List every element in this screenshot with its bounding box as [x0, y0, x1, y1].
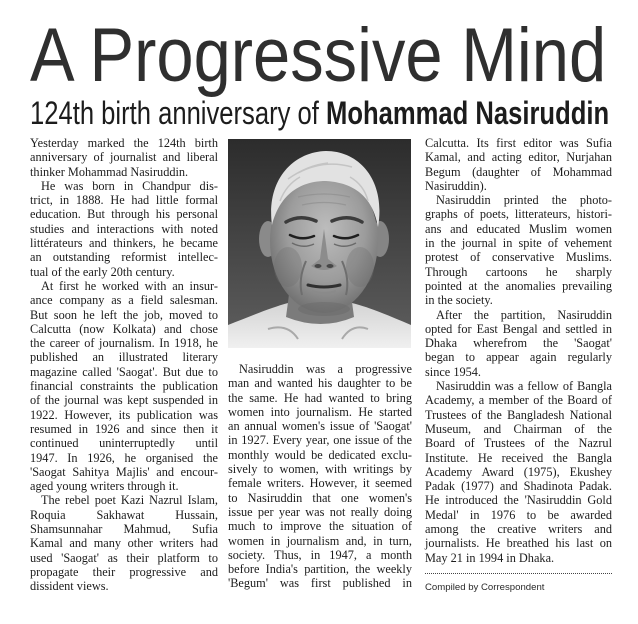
- text-line: ance company as a field salesman.: [30, 293, 218, 308]
- text-line: Academy, a member of the Board of: [425, 393, 612, 408]
- text-line: He was born in Chandpur dis-: [41, 178, 218, 193]
- text-line: an outstanding reformist intellec-: [30, 250, 218, 265]
- text-line: in the society.: [425, 293, 493, 308]
- text-line: Trustees of the Bangladesh National: [425, 407, 612, 422]
- text-line: the career of journalism. In 1918, he: [30, 336, 218, 351]
- text-line: At first he worked with an insur-: [41, 278, 218, 293]
- text-line: much to improve the situation of: [228, 519, 412, 534]
- paragraph: [30, 136, 218, 179]
- text-line: He introduced the 'Nasiruddin Gold: [425, 493, 612, 508]
- text-line: financial constraints the publication: [30, 379, 218, 394]
- text-line: littérateurs and thinkers, he became: [30, 236, 218, 251]
- text-line: Nasiruddin printed the photo-: [436, 193, 612, 208]
- text-line: May 21 in 1994 in Dhaka.: [425, 550, 555, 565]
- text-line: the same. He had wanted to bring: [228, 390, 412, 405]
- text-line: protest of conservative Muslims.: [425, 250, 612, 265]
- text-line: 'Saogat Sahitya Majlis' and encour-: [30, 464, 218, 479]
- column-text-1: [30, 136, 218, 594]
- text-line: Nasiruddin).: [425, 178, 487, 193]
- text-line: anniversary of journalist and liberal: [30, 150, 218, 165]
- text-line: among the creative writers and: [425, 522, 612, 537]
- column-text-3: [425, 136, 612, 565]
- text-line: Roquia Sakhawat Hussain,: [30, 507, 218, 522]
- text-line: Nasiruddin was a progressive: [239, 362, 412, 376]
- text-line: resumed in 1926 and since then it: [30, 421, 218, 436]
- portrait-photo: [228, 139, 411, 348]
- paragraph: [425, 379, 612, 565]
- right-cheek-shadow: [346, 247, 374, 287]
- text-line: opted for East Bengal and settled in: [425, 321, 612, 336]
- text-line: society. Thus, in 1947, a month: [228, 547, 412, 562]
- text-line: After the partition, Nasiruddin: [436, 307, 612, 322]
- text-line: aged young writers through it.: [30, 479, 179, 494]
- text-line: 1922. However, its publication was: [30, 407, 218, 422]
- text-line: Padak (1977) and Shadinota Padak.: [425, 479, 612, 494]
- text-line: magazine called 'Saogat'. But due to: [30, 364, 218, 379]
- text-line: education. But through his personal: [30, 207, 218, 222]
- text-line: Shamsunnahar Mahmud, Sufia: [30, 522, 218, 537]
- text-line: Begum (daughter of Mohammad: [425, 164, 612, 179]
- text-line: Nasiruddin was a fellow of Bangla: [436, 379, 612, 394]
- text-line: Medal' in 1976 to be awarded: [425, 507, 612, 522]
- text-line: sively to women, with writings by: [228, 462, 412, 477]
- divider-dotted: [425, 573, 612, 574]
- text-line: female writers. However, it seemed: [228, 476, 412, 491]
- text-line: Calcutta (now Kolkata) and chose: [30, 321, 218, 336]
- paragraph: [30, 179, 218, 279]
- text-line: used 'Saogat' as their platform to: [30, 550, 218, 565]
- text-line: Kamal and many other writers had: [30, 536, 218, 551]
- left-nostril: [315, 264, 322, 268]
- text-line: trict, in 1888. He had little formal: [30, 193, 218, 208]
- text-line: women in journalism and, in turn,: [228, 533, 412, 548]
- text-line: 1947. In 1926, he organised the: [30, 450, 218, 465]
- paragraph: [425, 136, 612, 193]
- paragraph: [425, 308, 612, 379]
- text-line: But soon he left the job, moved to: [30, 307, 218, 322]
- text-line: Board of Trustees of the Nazrul: [425, 436, 612, 451]
- paragraph: [30, 493, 218, 593]
- subheadline: [30, 97, 609, 129]
- left-cheek-shadow: [274, 247, 302, 287]
- paragraph: [228, 362, 412, 591]
- paragraph: [425, 193, 612, 307]
- text-line: dissident views.: [30, 579, 109, 594]
- text-line: began to appear again regularly: [425, 350, 612, 365]
- text-line: journalists. He breathed his last on: [425, 536, 612, 551]
- text-line: pointed at the anomalies prevailing: [425, 278, 612, 293]
- subheadline-name: Mohammad Nasiruddin: [326, 95, 610, 131]
- text-line: an annual women's issue of 'Saogat': [228, 419, 412, 434]
- text-line: 'Begum' was first published in: [228, 576, 412, 591]
- paragraph: [30, 279, 218, 493]
- text-line: Kamal, and acting editor, Nurjahan: [425, 150, 612, 165]
- column-text-2: [228, 362, 412, 591]
- text-line: before India's partition, the weekly: [228, 562, 412, 577]
- right-nostril: [327, 264, 334, 268]
- text-line: women into journalism. He started: [228, 404, 412, 419]
- text-line: of the journal was kept suspended in: [30, 393, 218, 408]
- credit-line: Compiled by Correspondent: [425, 582, 545, 593]
- text-line: continued uninterruptedly until: [30, 436, 218, 451]
- headline: A Progressive Mind: [30, 13, 607, 98]
- text-line: published an illustrated literary: [30, 350, 218, 365]
- text-line: Academy Award (1975), Ekushey: [425, 464, 612, 479]
- text-line: graphs of poets, litterateurs, histori-: [425, 207, 612, 222]
- text-line: Yesterday marked the 124th birth: [30, 136, 218, 150]
- text-line: thinker Mohammad Nasiruddin.: [30, 164, 189, 179]
- text-line: issue per year was not really doing: [228, 504, 412, 519]
- text-line: Dhaka wherefrom the 'Saogat': [425, 336, 612, 351]
- text-line: Museum, and Chairman of the: [425, 421, 612, 436]
- text-line: propagate their progressive and: [30, 564, 218, 579]
- chin-shadow: [298, 302, 350, 316]
- text-line: Through cartoons he sharply: [425, 264, 612, 279]
- text-line: ans and educated Muslim women: [425, 221, 612, 236]
- text-line: to Nasiruddin that one women's: [228, 490, 412, 505]
- text-line: tual of the early 20th century.: [30, 264, 175, 279]
- text-line: Institute. He received the Bangla: [425, 450, 612, 465]
- subheadline-prefix: 124th birth anniversary of: [30, 95, 319, 131]
- text-line: studies and interactions with noted: [30, 221, 218, 236]
- text-line: monthly would be dedicated exclu-: [228, 447, 412, 462]
- text-line: since 1954.: [425, 364, 482, 379]
- text-line: in the journal in spite of vehement: [425, 236, 612, 251]
- text-line: Calcutta. Its first editor was Sufia: [425, 136, 612, 150]
- text-line: man and wanted his daughter to be: [228, 376, 412, 391]
- text-line: in 1927. Every year, one issue of the: [228, 433, 412, 448]
- text-line: The rebel poet Kazi Nazrul Islam,: [41, 493, 218, 508]
